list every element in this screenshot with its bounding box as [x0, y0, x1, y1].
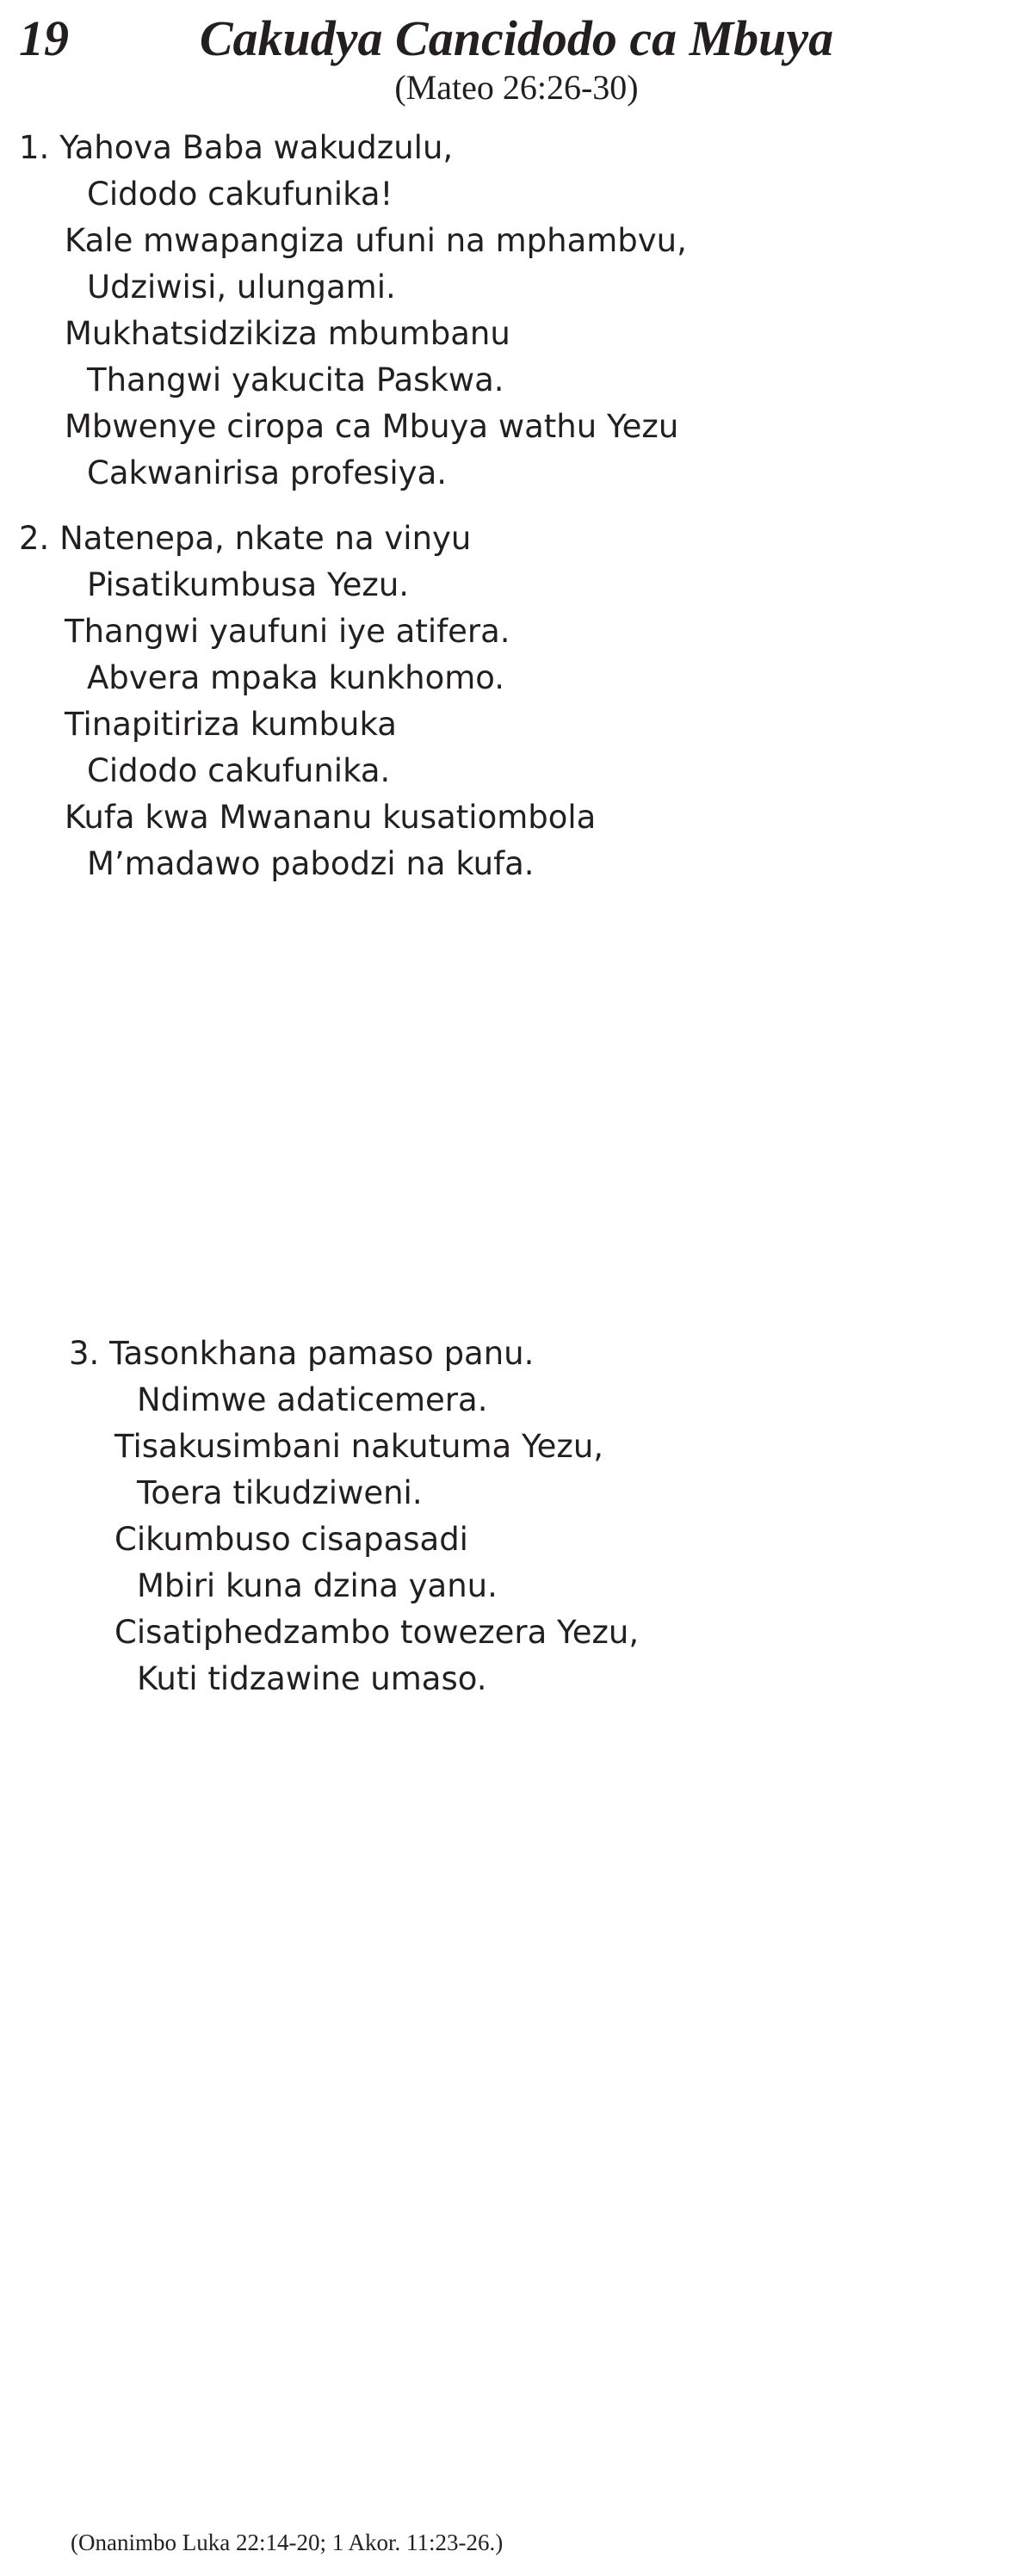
lyric-line: Ndimwe adaticemera. — [137, 1381, 488, 1418]
lyric-line: Tinapitiriza kumbuka — [65, 706, 397, 743]
lyric-line: Udziwisi, ulungami. — [87, 269, 396, 306]
song-title: Cakudya Cancidodo ca Mbuya — [199, 10, 834, 66]
lyric-line: Cidodo cakufunika. — [87, 752, 391, 789]
lyric-line: Cisatiphedzambo towezera Yezu, — [114, 1614, 640, 1651]
lyric-line: Mbiri kuna dzina yanu. — [137, 1567, 498, 1604]
stanza-3 — [69, 1331, 639, 1702]
song-number: 19 — [19, 10, 69, 66]
lyric-line: Mbwenye ciropa ca Mbuya wathu Yezu — [65, 408, 679, 445]
lyric-line: Cidodo cakufunika! — [87, 176, 393, 213]
scripture-footnote: (Onanimbo Luka 22:14-20; 1 Akor. 11:23-26.) — [71, 2530, 504, 2555]
lyric-line: Thangwi yakucita Paskwa. — [87, 361, 504, 398]
lyric-line: Cakwanirisa profesiya. — [87, 454, 448, 491]
lyric-line: Kuti tidzawine umaso. — [137, 1660, 487, 1697]
lyric-line: 2. Natenepa, nkate na vinyu — [19, 520, 472, 557]
lyric-line: Kale mwapangiza ufuni na mphambvu, — [65, 222, 687, 259]
stanza-1 — [19, 125, 687, 497]
lyric-line: Cikumbuso cisapasadi — [114, 1521, 468, 1558]
lyric-line: 1. Yahova Baba wakudzulu, — [19, 129, 454, 166]
lyric-line: Kufa kwa Mwananu kusatiombola — [65, 799, 597, 836]
lyric-line: Abvera mpaka kunkhomo. — [87, 659, 505, 696]
lyric-line: 3. Tasonkhana pamaso panu. — [69, 1335, 535, 1372]
lyric-line: Pisatikumbusa Yezu. — [87, 566, 410, 603]
lyric-line: Toera tikudziweni. — [137, 1474, 423, 1511]
lyric-line: Thangwi yaufuni iye atifera. — [65, 613, 510, 650]
lyric-line: M’madawo pabodzi na kufa. — [87, 845, 535, 882]
lyric-line: Mukhatsidzikiza mbumbanu — [65, 315, 510, 352]
lyric-line: Tisakusimbani nakutuma Yezu, — [114, 1428, 604, 1465]
scripture-reference: (Mateo 26:26-30) — [394, 68, 639, 107]
stanza-2 — [19, 516, 596, 887]
